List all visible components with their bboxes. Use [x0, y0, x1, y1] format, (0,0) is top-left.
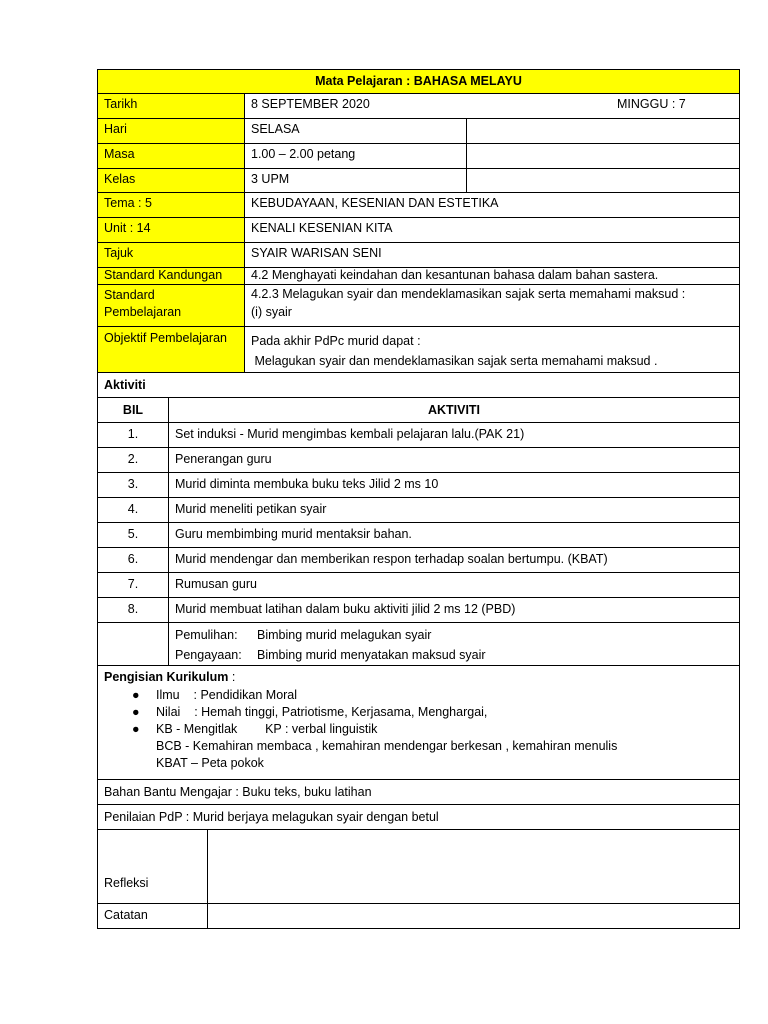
value-unit: KENALI KESENIAN KITA [251, 221, 393, 235]
value-objektif [245, 327, 739, 372]
bullet-icon: ● [132, 688, 140, 702]
row-activity: Murid membuat latihan dalam buku aktiviti jilid 2 ms 12 (PBD) [175, 602, 516, 616]
catatan-label: Catatan [98, 904, 208, 928]
row-kelas [97, 169, 740, 193]
row-activity: Guru membimbing murid mentaksir bahan. [175, 527, 412, 541]
label-tarikh: Tarikh [98, 94, 245, 118]
kurikulum-list [104, 687, 733, 772]
list-item [132, 721, 733, 738]
kbat-text: KBAT – Peta pokok [156, 756, 264, 770]
value-sp-line1: 4.2.3 Melagukan syair dan mendeklamasikan sajak serta memahami maksud : [251, 287, 686, 301]
value-tarikh [245, 94, 739, 118]
value-tema: KEBUDAYAAN, KESENIAN DAN ESTETIKA [251, 196, 499, 210]
objektif-line2: Melagukan syair dan mendeklamasikan sajak serta memahami maksud . [251, 354, 658, 368]
col-bil-header: BIL [98, 398, 169, 422]
value-masa: 1.00 – 2.00 petang [251, 147, 356, 161]
label-standard-kandungan: Standard Kandungan [98, 268, 245, 284]
pengayaan-text: Bimbing murid menyatakan maksud syair [257, 648, 486, 662]
bbm-row: Bahan Bantu Mengajar : Buku teks, buku latihan [97, 780, 740, 805]
row-standard-kandungan [97, 268, 740, 285]
empty-cell [466, 144, 739, 168]
row-masa [97, 144, 740, 169]
label-sp-line2: Pembelajaran [104, 305, 182, 319]
table-row [97, 548, 740, 573]
pemulihan-pengayaan-row [97, 623, 740, 666]
ilmu-text: Ilmu : Pendidikan Moral [156, 688, 298, 702]
table-row [97, 498, 740, 523]
subject-header: Mata Pelajaran : BAHASA MELAYU [97, 69, 740, 94]
value-hari: SELASA [251, 122, 300, 136]
col-aktiviti-header: AKTIVITI [427, 403, 481, 417]
kb-text: KB - Mengitlak KP : verbal linguistik [156, 722, 378, 736]
row-bil: 1. [98, 423, 169, 447]
row-activity: Rumusan guru [175, 577, 257, 591]
label-hari: Hari [98, 119, 245, 143]
lesson-plan-table [97, 69, 740, 929]
pengayaan-line [175, 645, 733, 665]
bullet-icon: ● [132, 722, 140, 736]
label-unit: Unit : 14 [98, 218, 245, 242]
pemulihan-pengayaan-cell [169, 623, 739, 665]
row-activity: Murid diminta membuka buku teks Jilid 2 ms 10 [175, 477, 439, 491]
bcb-text: BCB - Kemahiran membaca , kemahiran mendengar berkesan , kemahiran menulis [156, 739, 618, 753]
row-tema [97, 193, 740, 218]
empty-cell [98, 623, 169, 665]
row-bil: 4. [98, 498, 169, 522]
label-kelas: Kelas [98, 169, 245, 192]
table-row [97, 473, 740, 498]
label-masa: Masa [98, 144, 245, 168]
row-hari [97, 119, 740, 144]
table-row [97, 598, 740, 623]
row-bil: 3. [98, 473, 169, 497]
label-tema: Tema : 5 [98, 193, 245, 217]
row-activity: Penerangan guru [175, 452, 272, 466]
empty-cell [466, 169, 739, 192]
refleksi-row [97, 830, 740, 904]
list-item [132, 704, 733, 721]
row-bil: 7. [98, 573, 169, 597]
kurikulum-heading [104, 669, 733, 685]
list-item [132, 687, 733, 704]
value-tajuk: SYAIR WARISAN SENI [251, 246, 382, 260]
row-standard-pembelajaran [97, 285, 740, 327]
row-tajuk [97, 243, 740, 268]
value-standard-pembelajaran [245, 285, 739, 326]
kurikulum-title: Pengisian Kurikulum [104, 670, 229, 684]
table-row [97, 448, 740, 473]
row-tarikh [97, 94, 740, 119]
kurikulum-colon: : [228, 670, 236, 684]
pemulihan-text: Bimbing murid melagukan syair [257, 628, 432, 642]
table-row [97, 523, 740, 548]
row-bil: 5. [98, 523, 169, 547]
pemulihan-line [175, 625, 733, 645]
aktiviti-title: Aktiviti [97, 373, 740, 398]
label-objektif: Objektif Pembelajaran [98, 327, 245, 372]
row-objektif [97, 327, 740, 373]
row-activity: Murid mendengar dan memberikan respon terhadap soalan bertumpu. (KBAT) [175, 552, 608, 566]
tarikh-date: 8 SEPTEMBER 2020 [251, 97, 370, 111]
nilai-text: Nilai : Hemah tinggi, Patriotisme, Kerjasama, Menghargai, [156, 705, 488, 719]
bullet-icon: ● [132, 705, 140, 719]
minggu-value: MINGGU : 7 [617, 97, 686, 111]
label-tajuk: Tajuk [98, 243, 245, 267]
row-bil: 6. [98, 548, 169, 572]
row-activity: Murid meneliti petikan syair [175, 502, 327, 516]
catatan-row [97, 904, 740, 929]
row-bil: 8. [98, 598, 169, 622]
list-item [156, 738, 733, 755]
refleksi-label: Refleksi [98, 830, 208, 903]
label-sp-line1: Standard [104, 288, 155, 302]
value-kelas: 3 UPM [251, 172, 290, 186]
pengayaan-label: Pengayaan: [175, 648, 242, 662]
pemulihan-label: Pemulihan: [175, 628, 238, 642]
label-standard-pembelajaran [98, 285, 245, 326]
row-bil: 2. [98, 448, 169, 472]
row-unit [97, 218, 740, 243]
objektif-line1: Pada akhir PdPc murid dapat : [251, 334, 421, 348]
table-row [97, 423, 740, 448]
row-activity: Set induksi - Murid mengimbas kembali pelajaran lalu.(PAK 21) [175, 427, 525, 441]
kurikulum-section [97, 666, 740, 780]
penilaian-row: Penilaian PdP : Murid berjaya melagukan syair dengan betul [97, 805, 740, 830]
empty-cell [466, 119, 739, 143]
table-row [97, 573, 740, 598]
aktiviti-header-row [97, 398, 740, 423]
value-sp-line2: (i) syair [251, 305, 292, 319]
value-standard-kandungan: 4.2 Menghayati keindahan dan kesantunan bahasa dalam bahan sastera. [251, 268, 659, 282]
list-item [156, 755, 733, 772]
